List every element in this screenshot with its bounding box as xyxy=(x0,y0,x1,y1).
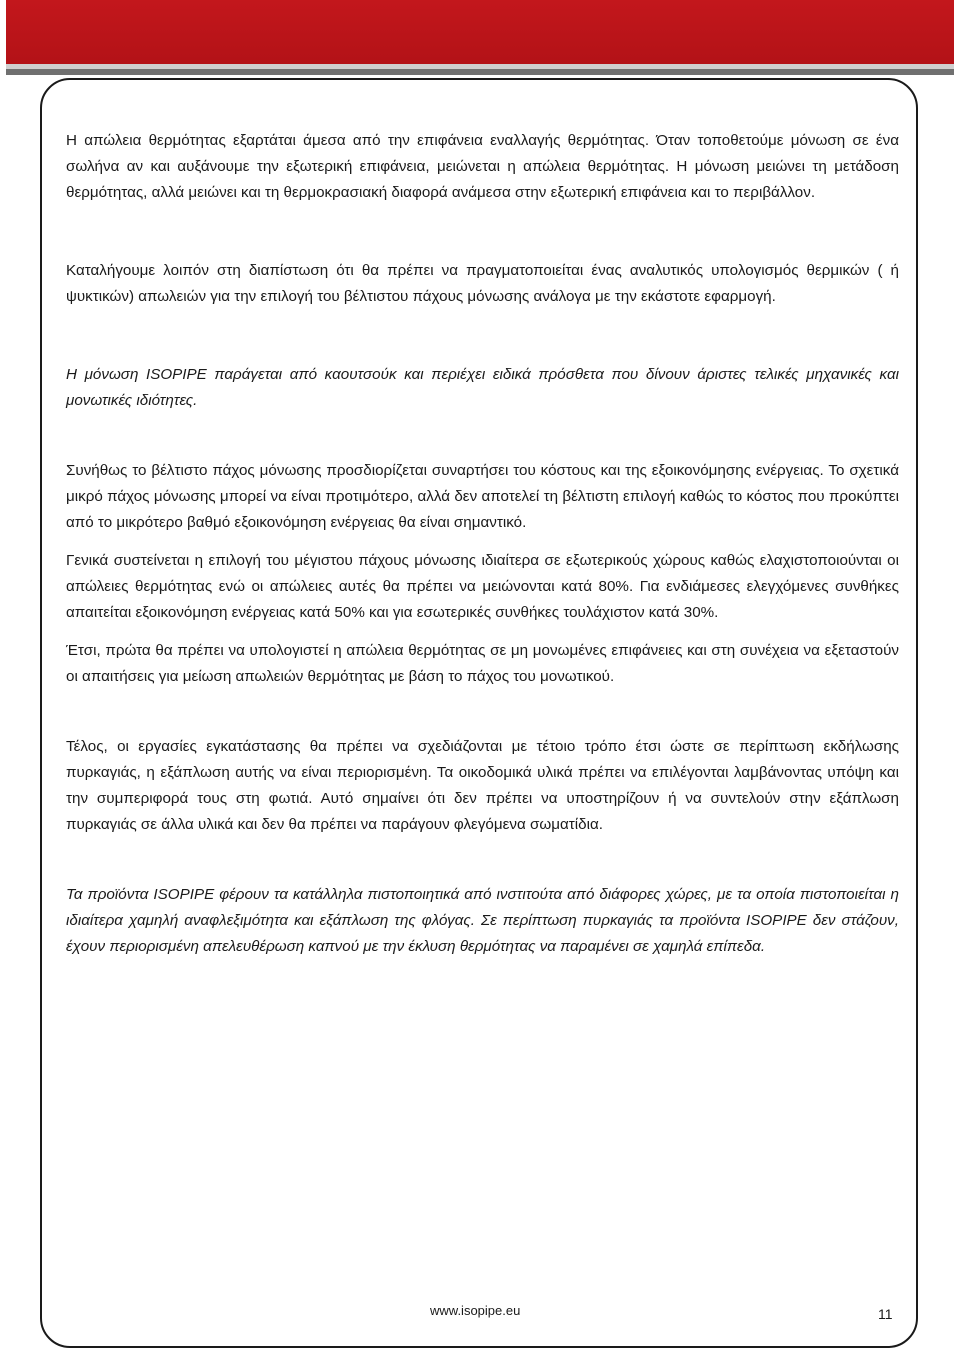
paragraph-heat-loss: Η απώλεια θερμότητας εξαρτάται άμεσα από την επιφάνεια εναλλαγής θερμότητας. Όταν τοποθετούμε μόνωση σε ένα σωλήνα αν και αυξάνουμε την εξωτερική επιφάνεια, μειώνεται η απώλεια θερμότητας. Η μόνωση μειώνει τη μετάδοση θερμότητας, αλλά μειώνει και τη θερμοκρασιακή διαφορά ανάμεσα στην εξωτερική επιφάνεια και το περιβάλλον. xyxy=(66,132,899,201)
paragraph-maximum-thickness: Γενικά συστείνεται η επιλογή του μέγιστου πάχους μόνωσης ιδιαίτερα σε εξωτερικούς χώρους καθώς ελαχιστοποιούνται οι απώλειες θερμότητας ενώ οι απώλειες αυτές θα πρέπει να μειώνονται κατά 80%. Για ενδιάμεσες ελεγχόμενες συνθήκες απαιτείται εξοικονόμηση ενέργειας κατά 50% και για εσωτερικές συνθήκες τουλάχιστον κατά 30%. xyxy=(66,552,899,621)
footer-website: www.isopipe.eu xyxy=(430,1303,521,1318)
page-number: 11 xyxy=(878,1306,893,1322)
header-stripe-dark xyxy=(6,69,954,75)
paragraph-certificates: Τα προϊόντα ISOPIPE φέρουν τα κατάλληλα πιστοποιητικά από ινστιτούτα από διάφορες χώρες, με τα οποία πιστοποιείται η ιδιαίτερα χαμηλή αναφλεξιμότητα και εξάπλωση της φλόγας. Σε περίπτωση πυρκαγιάς τα προϊόντα ISOPIPE δεν στάζουν, έχουν περιορισμένη απελευθέρωση καπνού με την έκλυση θερμότητας να παραμένει σε χαμηλά επίπεδα. xyxy=(66,886,899,955)
header-red-band xyxy=(6,0,954,64)
paragraph-calculation: Καταλήγουμε λοιπόν στη διαπίστωση ότι θα πρέπει να πραγματοποιείται ένας αναλυτικός υπολογισμός θερμικών ( ή ψυκτικών) απωλειών για την επιλογή του βέλτιστου πάχους μόνωσης ανάλογα με την εκάστοτε εφαρμογή. xyxy=(66,262,899,305)
paragraph-isopipe-material: Η μόνωση ISOPIPE παράγεται από καουτσούκ και περιέχει ειδικά πρόσθετα που δίνουν άριστες τελικές μηχανικές και μονωτικές ιδιότητες. xyxy=(66,366,899,409)
paragraph-fire-safety: Τέλος, οι εργασίες εγκατάστασης θα πρέπει να σχεδιάζονται με τέτοιο τρόπο έτσι ώστε σε περίπτωση εκδήλωσης πυρκαγιάς, η εξάπλωση αυτής να είναι περιορισμένη. Τα οικοδομικά υλικά πρέπει να επιλέγονται λαμβάνοντας υπόψη και την συμπεριφορά τους στη φωτιά. Αυτό σημαίνει ότι δεν πρέπει να υποστηρίζουν ή να συντελούν στην εξάπλωση πυρκαγιάς σε άλλα υλικά και δεν θα πρέπει να παράγουν φλεγόμενα σωματίδια. xyxy=(66,738,899,833)
document-body xyxy=(66,128,899,960)
paragraph-calculation-steps: Έτσι, πρώτα θα πρέπει να υπολογιστεί η απώλεια θερμότητας σε μη μονωμένες επιφάνειες και στη συνέχεια να εξεταστούν οι απαιτήσεις για μείωση απωλειών θερμότητας με βάση το πάχος του μονωτικού. xyxy=(66,642,899,685)
paragraph-optimal-thickness: Συνήθως το βέλτιστο πάχος μόνωσης προσδιορίζεται συναρτήσει του κόστους και της εξοικονόμησης ενέργειας. Το σχετικά μικρό πάχος μόνωσης μπορεί να είναι προτιμότερο, αλλά δεν αποτελεί τη βέλτιστη επιλογή καθώς το κόστος που προκύπτει από το μικρότερο βαθμό εξοικονόμηση ενέργειας θα είναι σημαντικό. xyxy=(66,462,899,531)
